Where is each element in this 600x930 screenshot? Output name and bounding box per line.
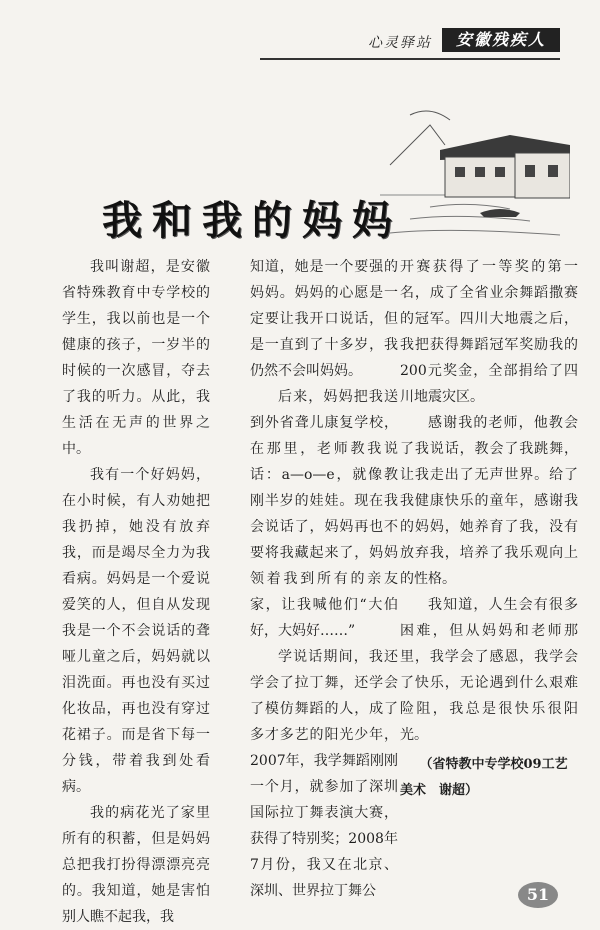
page-header — [260, 22, 560, 60]
paragraph: 我的病花光了家里所有的积蓄，但是妈妈总把我打扮得漂漂亮亮的。我知道，她是害怕别人瞧不起我，我 — [62, 805, 210, 925]
magazine-name-logo: 安徽残疾人 — [442, 28, 560, 52]
paragraph: 学说话期间，我还学会了拉丁舞，还学会了模仿舞蹈的人，成了多才多艺的阳光少年，2007年，我学舞蹈刚刚一个月，就参加了深圳国际拉丁舞表演大赛，获得了特别奖；2008年7月份，我又在北京、深圳、世界拉丁舞公 — [250, 649, 398, 899]
text-column-2 — [250, 254, 398, 904]
paragraph: 我有一个好妈妈，在小时候，有人劝她把我扔掉，她没有放弃我，而是竭尽全力为我看病。妈妈是一个爱说爱笑的人，但自从发现我是一个不会说话的聋哑儿童之后，妈妈就以泪洗面。再也没有买过化妆品，再也没有穿过花裙子。而是省下每一分钱，带着我到处看病。 — [62, 467, 210, 795]
paragraph-continuation: 开赛获得了一等奖的第一名，成了全省业余舞蹈撒赛的冠军。四川大地震之后，我把获得舞蹈冠军奖励我的200元奖金，全部捐给了四川地震灾区。 — [400, 259, 578, 405]
section-name: 心灵驿站 — [368, 35, 432, 51]
paragraph-continuation: 知道，她是一个要强的妈妈。妈妈的心愿是一定要让我开口说话，但是一直到了十多岁，我仍然不会叫妈妈。 — [250, 259, 398, 379]
paragraph: 感谢我的老师，他教会了我说话，教会了我跳舞，让我走出了无声世界。给了我健康快乐的童年，感谢我的妈妈，她养育了我，没有放弃我，培养了我乐观向上的性格。 — [400, 415, 578, 587]
paragraph: 我叫谢超，是安徽省特殊教育中专学校的学生，我以前也是一个健康的孩子，一岁半的时候的一次感冒，夺去了我的听力。从此，我生活在无声的世界之中。 — [62, 259, 210, 457]
author-byline: （省特教中专学校09工艺美术 谢超） — [400, 757, 568, 798]
paragraph: 后来，妈妈把我送到外省聋儿康复学校，在那里，老师教我说话：a—o—e，就像教刚半岁的娃娃。现在我会说话了，妈妈再也不要将我藏起来了，妈妈领着我到所有的亲友家，让我喊他们“大伯好，大妈好……” — [250, 389, 398, 639]
page-number: 51 — [518, 882, 558, 908]
header-rule — [260, 58, 560, 60]
article-title: 我和我的妈妈 — [102, 196, 402, 244]
paragraph: 我知道，人生会有很多困难，但从妈妈和老师那里，我学会了感恩，我学会了快乐，无论遇到什么艰难险阻，我总是很快乐很阳光。 — [400, 597, 578, 743]
text-column-1 — [62, 254, 210, 930]
text-column-3 — [400, 254, 578, 804]
